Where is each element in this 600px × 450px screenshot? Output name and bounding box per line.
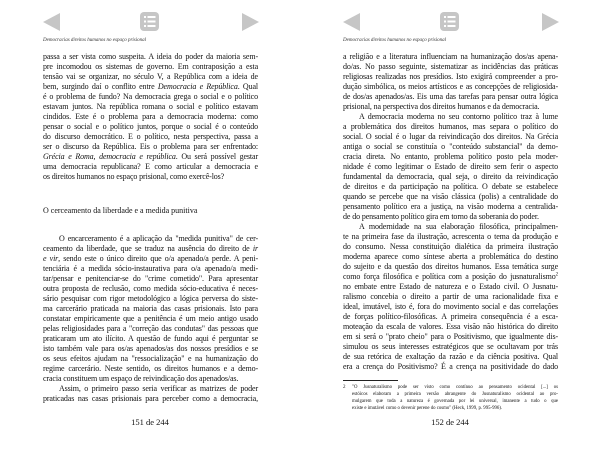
text-line: tar/pensar e penitenciar-se do "crime cometido". Para apresentar — [43, 274, 258, 283]
text-line: a problemática dos direitos humanos, mas separa o político do — [343, 122, 558, 131]
text-line: outra proposta de reclusão, como medida sócio-educativa é neces- — [43, 284, 258, 293]
text-line — [343, 272, 558, 282]
list-menu-icon — [440, 12, 459, 31]
text-line — [43, 254, 258, 264]
italic-text: ir — [252, 244, 258, 253]
contents-menu-button[interactable] — [440, 12, 460, 32]
text-line: dução simbólica, os meios artísticos e as concepções de religiosida- — [343, 82, 558, 91]
text-line: de dos/as apenados/as. Eis uma das tarefas para pensar outra lógica — [343, 92, 558, 101]
text-line: de direitos e da participação na política. O debate se estabelece — [343, 182, 558, 191]
text-line: de forças político-filosóficas. A primeira consequência é a esca- — [343, 312, 558, 321]
next-page-button[interactable] — [240, 12, 260, 32]
text-line: cracia constituem um espaço de reivindicação dos apenados/as. — [43, 374, 239, 383]
footnote-ref[interactable]: 2 — [555, 272, 558, 278]
section-heading: O cerceamento da liberdade e a medida punitiva — [43, 206, 198, 215]
text-line: do/as. No passo seguinte, sistematizar as incidências das práticas — [343, 62, 558, 71]
footnote-rule — [343, 380, 398, 381]
text-line: estavam juntos. Na república romana o social e político estavam — [43, 102, 258, 111]
footnote — [343, 380, 558, 412]
triangle-left-icon — [42, 12, 62, 32]
text-line — [43, 82, 258, 92]
paragraph — [343, 222, 558, 372]
text-segment: ceamento da liberdade, que se traduz na ausência do direito de — [43, 244, 253, 253]
text-line: praticaram um ato ilícito. A questão de fundo aqui é perguntar se — [43, 334, 258, 343]
paragraph — [343, 52, 558, 112]
text-line: no embate entre Estado de natureza e o Estado civil. O Jusnatu- — [343, 282, 558, 291]
footnote-line: existe e imutável como o devenir perene do cosmo" (Heck, 1999, p. 995-996). — [352, 406, 503, 411]
paragraph — [43, 234, 258, 384]
paragraph — [343, 112, 558, 222]
text-line — [43, 152, 258, 162]
page-right — [300, 0, 600, 450]
italic-text: e vir — [43, 254, 59, 263]
text-line: do sujeito e da questão dos direitos humanos. Essa temática surge — [343, 262, 558, 271]
text-line: tenciária é a medida sócio-instaurativa para o/a apenado/a medi- — [43, 264, 258, 273]
footnote-line: "O Jusnaturalismo pode ser visto como contínuo ao pensamento ocidental [...] os — [352, 385, 558, 390]
footnote-number: 2 — [343, 385, 346, 390]
text-line: passa a ser vista como suspeita. A ideia do poder da maioria sem- — [43, 52, 258, 61]
text-line: cracia direta. No entanto, problema político posto pela moder- — [343, 152, 558, 161]
italic-text: Democracia e República — [157, 82, 238, 91]
text-line: do discurso democrático. E o político, nesta perspectiva, passa a — [43, 132, 258, 141]
text-line: cindidos. Este é o problema para a democracia moderna: como — [43, 112, 258, 121]
text-line: regime carcerário. Neste sentido, os direitos humanos e a demo- — [43, 364, 258, 373]
text-line: simulou os seus interesses estratégicos que se ocultavam por trás — [343, 342, 558, 351]
text-line: moteação da escala de valores. Essa visão não histórica do direito — [343, 322, 558, 331]
prev-page-button[interactable] — [342, 12, 362, 32]
text-line: te na primeira fase da ilustração, acrescenta o tema da produção e — [343, 232, 558, 241]
triangle-right-icon — [240, 12, 260, 32]
footnote-text — [352, 384, 558, 412]
text-line: constatar empiricamente que a penitência é um meio antigo usado — [43, 314, 258, 323]
text-segment: pensar o social e o político juntos, porque o social é o conteúdo — [43, 122, 258, 131]
text-line: é o problema de fundo? Na democracia grega o social e o político — [43, 92, 258, 101]
text-line — [43, 122, 258, 132]
text-line: ralismo concebia o direito a partir de uma racionalidade fixa e — [343, 292, 558, 301]
text-segment: bem, surgindo daí o conflito entre — [43, 82, 158, 91]
text-line: fundamental da democracia, qual seja, o direito da reivindicação — [343, 172, 558, 181]
text-segment: como força filosófica e política com a posição do jusnaturalismo — [343, 272, 556, 281]
triangle-left-icon — [342, 12, 362, 32]
prev-page-button[interactable] — [42, 12, 62, 32]
text-line: praticadas nas casas prisionais para perceber como a democracia, — [43, 394, 258, 403]
page-body — [343, 52, 558, 372]
page-number: 151 de 244 — [131, 417, 169, 427]
running-head: Democracias direitos humanos no espaço prisional — [43, 38, 147, 43]
text-line: antiga o social se constituía o "conteúdo substancial" da demo- — [343, 142, 558, 151]
text-line: de sua retórica de exaltação da razão e da ciência positiva. Qual — [343, 352, 558, 361]
text-line: de do pensamento político gira em torno da soberania do poder. — [343, 212, 539, 221]
running-head: Democracias direitos humanos no espaço prisional — [343, 38, 447, 43]
page-number: 152 de 244 — [431, 417, 469, 427]
paragraph — [43, 52, 258, 182]
text-line: pensamento político era a justiça, na visão moderna a centralida- — [343, 202, 558, 211]
text-line: Assim, o primeiro passo seria verificar as matrizes de poder — [59, 384, 258, 393]
italic-text: Grécia e Roma, democracia e república — [43, 152, 176, 161]
text-line: sário pesquisar com rigor metodológico a lógica perversa do siste- — [43, 294, 258, 303]
text-line: isto também vale para os/as apenados/as dos nossos presídios e se — [43, 344, 258, 353]
text-line: a religião e a literatura influenciam na humanização dos/as apena- — [343, 52, 558, 61]
text-line: social. O social é o lugar da reivindicação dos direitos. Na Grécia — [343, 132, 558, 141]
list-menu-icon — [140, 12, 159, 31]
footnote-line: estóicos elaboram a primeira versão abrangente do Jusnaturalismo ocidental ao pro- — [352, 392, 558, 397]
text-line: era a crença do Positivismo? É a crença na positividade do dado — [343, 362, 558, 371]
text-line: A modernidade na sua elaboração filosófica, principalmen- — [359, 222, 558, 231]
paragraph — [43, 384, 258, 404]
text-line: ideal, imutável, isto é, fora do movimento social e das correlações — [343, 302, 558, 311]
text-line: ser o discurso da República. Eis o problema para ser enfrentado: — [43, 142, 258, 151]
next-page-button[interactable] — [540, 12, 560, 32]
text-segment: . Qual — [237, 82, 258, 91]
text-line: os direitos humanos no espaço prisional, como exercê-los? — [43, 172, 225, 181]
text-segment: . Ou será possível gestar — [175, 152, 258, 161]
text-line: quando se percebe que na visão clássica (polis) a centralidade do — [343, 192, 558, 201]
triangle-right-icon — [540, 12, 560, 32]
text-line — [43, 244, 258, 254]
text-line: moderna aparece como síntese aberta a problemática do destino — [343, 252, 558, 261]
page-body — [43, 52, 258, 404]
text-line: O encarceramento é a aplicação da "medida punitiva" de cer- — [59, 234, 258, 243]
text-line: ma carcerário praticada na maioria das casas prisionais. Isto para — [43, 304, 258, 313]
text-line: religiosas realizadas nos presídios. Isto exigirá compreender a pro- — [343, 72, 558, 81]
text-line: prisional, na perspectiva dos direitos humanos e da democracia. — [343, 102, 540, 111]
footnote-line: mulgarem que toda a natureza é governada por lei universal, imanente a tudo o que — [352, 399, 558, 404]
text-line: nidade é como legitimar o Estado de direito sem ferir o aspecto — [343, 162, 558, 171]
text-line: uma democracia republicana? E como articular a democracia e — [43, 162, 258, 171]
text-line: tensão vai se organizar, no século V, a República com a ideia de — [43, 72, 258, 81]
footnote-row — [343, 384, 558, 412]
text-segment: , sendo este o único direito que o/a apenado/a perde. A peni- — [58, 254, 258, 263]
text-line: pre incomodou os sistemas de governo. Em contraposição a esta — [43, 62, 258, 71]
text-line: pelas religiosidades para a "correção das condutas" das pessoas que — [43, 324, 258, 333]
text-line: os seus efeitos ajudam na "ressocialização" e na humanização do — [43, 354, 258, 363]
text-line: em si será o "prato cheio" para o Positivismo, que igualmente dis- — [343, 332, 558, 341]
text-line: A democracia moderna no seu contorno político traz à lume — [359, 112, 558, 121]
contents-menu-button[interactable] — [140, 12, 160, 32]
text-line: do consumo. Nessa constituição dialética da primeira ilustração — [343, 242, 558, 251]
